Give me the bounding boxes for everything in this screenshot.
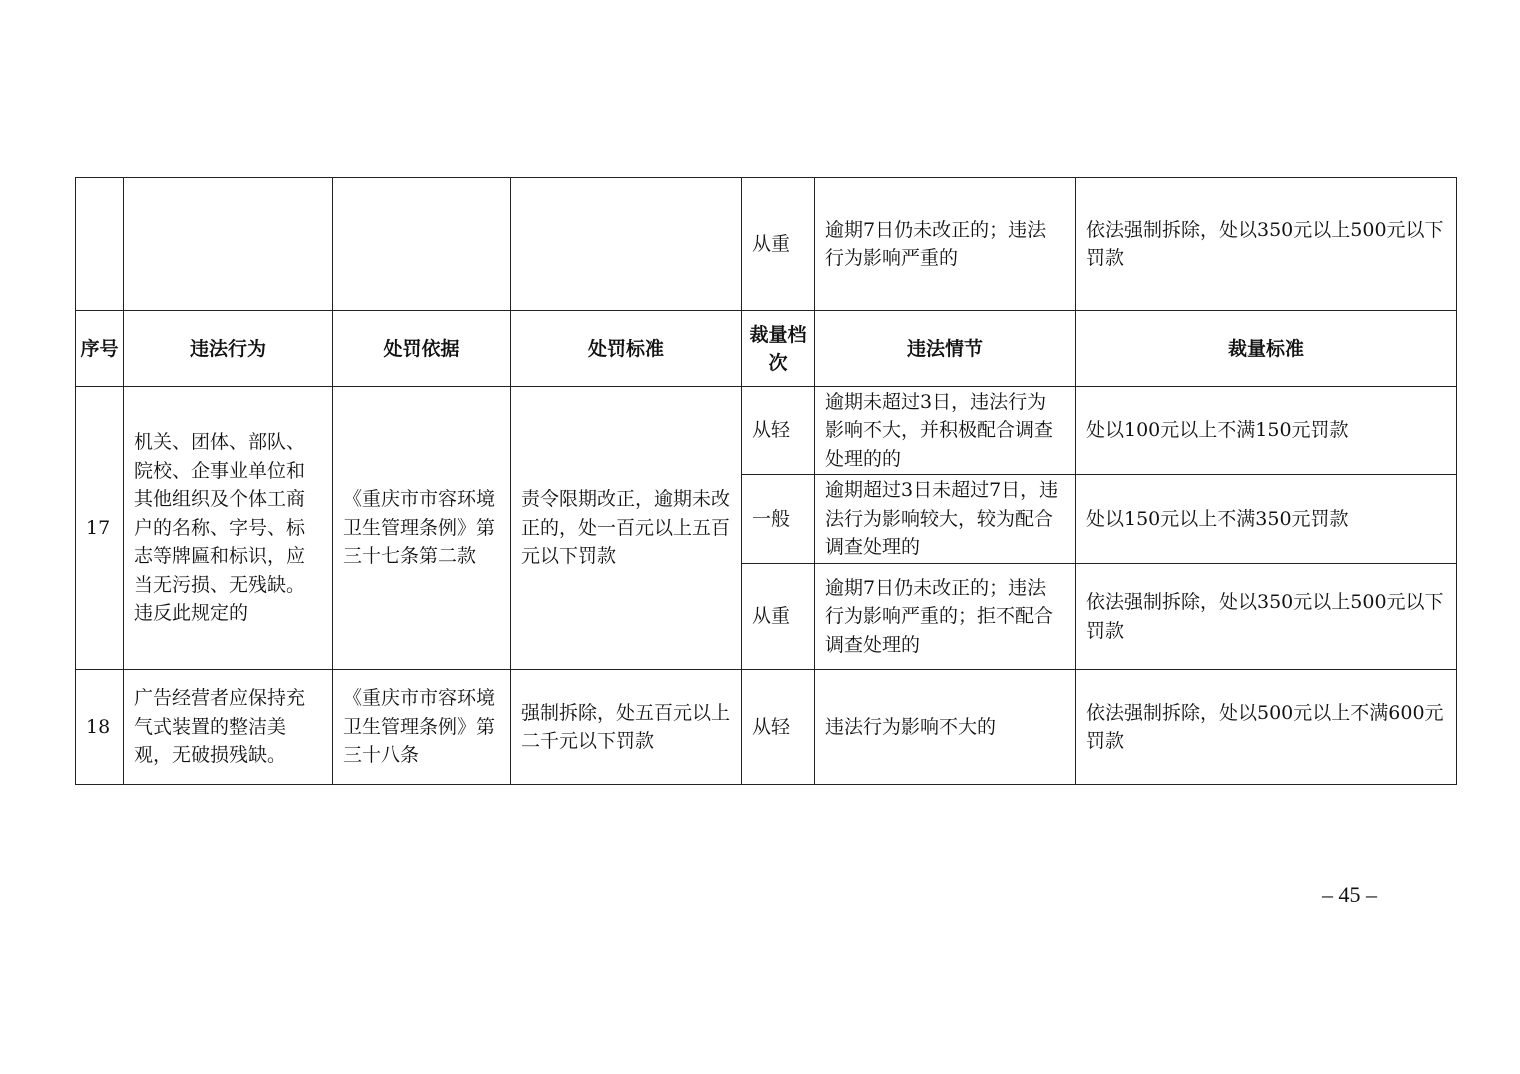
level-cell: 从轻 [742,670,815,785]
cell-empty [76,178,124,311]
entry-act: 机关、团体、部队、院校、企事业单位和其他组织及个体工商户的名称、字号、标志等牌匾和标识，应当无污损、无残缺。违反此规定的 [124,387,333,670]
header-no: 序号 [76,311,124,387]
penalty-discretion-table [75,177,1457,785]
discretion-cell: 处以150元以上不满350元罚款 [1076,475,1457,564]
table-row [76,178,1457,311]
circumstance-cell: 逾期7日仍未改正的；违法行为影响严重的；拒不配合调查处理的 [815,564,1076,670]
table-row [76,670,1457,785]
cell-empty [511,178,742,311]
circumstance-cell: 违法行为影响不大的 [815,670,1076,785]
circumstance-cell: 逾期7日仍未改正的；违法行为影响严重的 [815,178,1076,311]
entry-basis: 《重庆市市容环境卫生管理条例》第三十七条第二款 [333,387,511,670]
cell-empty [124,178,333,311]
entry-basis: 《重庆市市容环境卫生管理条例》第三十八条 [333,670,511,785]
header-act: 违法行为 [124,311,333,387]
header-circumstance: 违法情节 [815,311,1076,387]
discretion-cell: 处以100元以上不满150元罚款 [1076,387,1457,475]
entry-act: 广告经营者应保持充气式装置的整洁美观，无破损残缺。 [124,670,333,785]
level-cell: 从重 [742,564,815,670]
discretion-cell: 依法强制拆除，处以350元以上500元以下罚款 [1076,564,1457,670]
level-cell: 从重 [742,178,815,311]
level-cell: 一般 [742,475,815,564]
entry-no: 17 [76,387,124,670]
circumstance-cell: 逾期未超过3日，违法行为影响不大，并积极配合调查处理的的 [815,387,1076,475]
entry-standard: 责令限期改正，逾期未改正的，处一百元以上五百元以下罚款 [511,387,742,670]
entry-standard: 强制拆除，处五百元以上二千元以下罚款 [511,670,742,785]
header-basis: 处罚依据 [333,311,511,387]
cell-empty [333,178,511,311]
table-header-row [76,311,1457,387]
header-discretion: 裁量标准 [1076,311,1457,387]
header-level: 裁量档次 [742,311,815,387]
header-standard: 处罚标准 [511,311,742,387]
discretion-cell: 依法强制拆除，处以500元以上不满600元罚款 [1076,670,1457,785]
level-cell: 从轻 [742,387,815,475]
page-number: – 45 – [1322,882,1377,907]
circumstance-cell: 逾期超过3日未超过7日，违法行为影响较大，较为配合调查处理的 [815,475,1076,564]
table-row [76,387,1457,475]
discretion-cell: 依法强制拆除，处以350元以上500元以下罚款 [1076,178,1457,311]
entry-no: 18 [76,670,124,785]
